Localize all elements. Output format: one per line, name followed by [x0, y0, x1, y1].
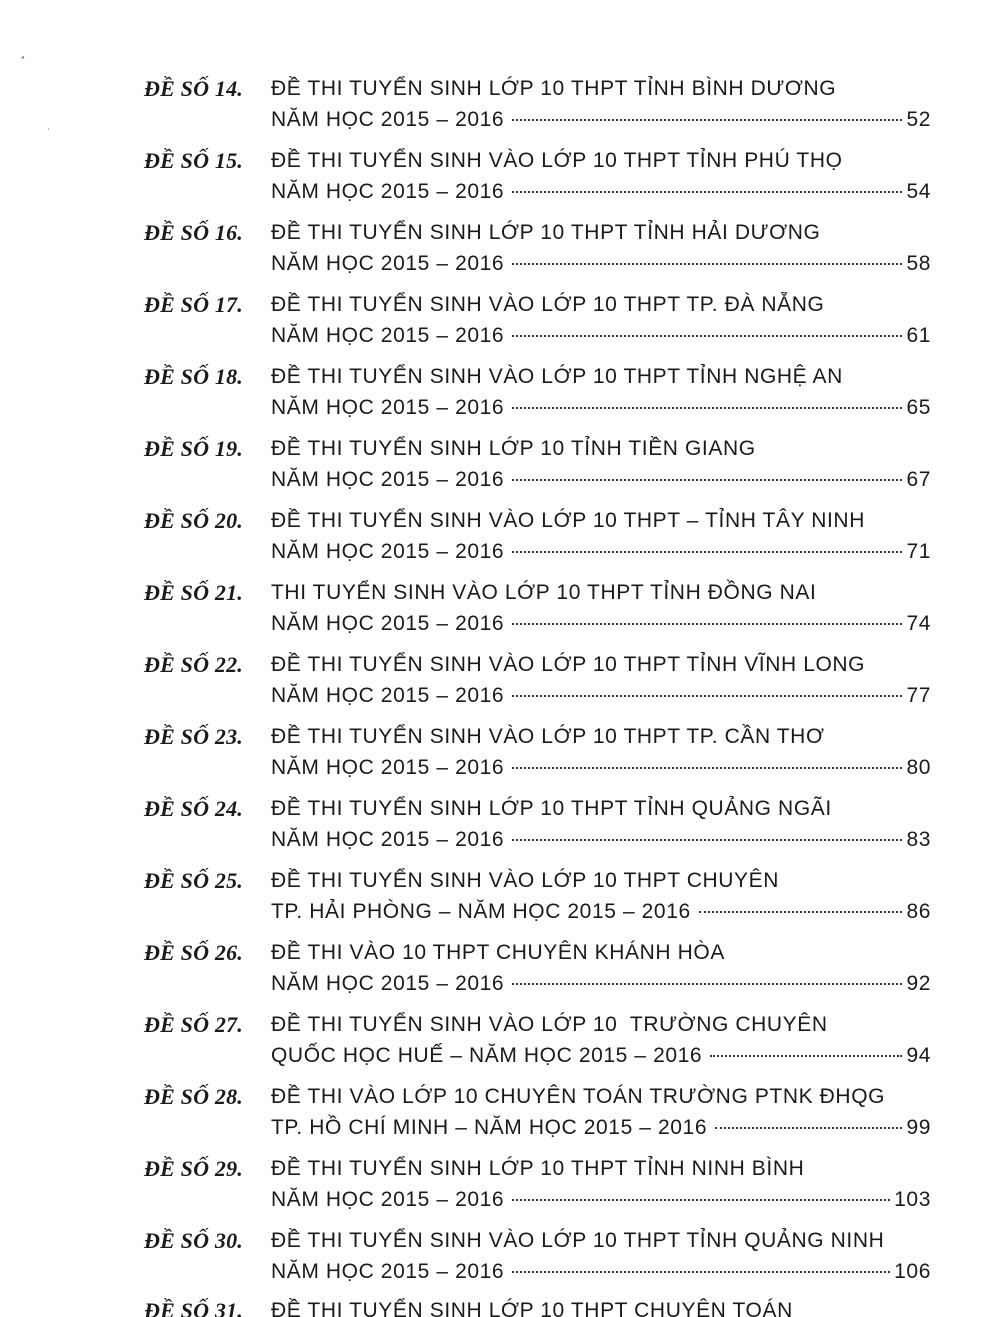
dot-leader [512, 263, 902, 265]
dot-leader [512, 695, 902, 697]
entry-number: ĐỀ SỐ 26. [144, 940, 243, 965]
entry-number: ĐỀ SỐ 31. [144, 1298, 243, 1317]
entry-subtitle-row [271, 897, 931, 927]
page-number: 92 [906, 972, 931, 995]
entry-title: ĐỀ THI TUYỂN SINH VÀO LỚP 10 THPT TP. ĐÀ NẴNG [271, 293, 825, 316]
entry-subtitle: NĂM HỌC 2015 – 2016 [271, 828, 505, 851]
entry-subtitle-row [271, 825, 931, 855]
toc-entry[interactable] [0, 1082, 1000, 1154]
entry-number: ĐỀ SỐ 29. [144, 1156, 243, 1181]
entry-number: ĐỀ SỐ 20. [144, 508, 243, 533]
dot-leader [512, 191, 902, 193]
page-number: 83 [906, 828, 931, 851]
entry-subtitle-row [271, 321, 931, 351]
entry-number: ĐỀ SỐ 21. [144, 580, 243, 605]
entry-subtitle-row [271, 1113, 931, 1143]
toc-entry[interactable] [0, 650, 1000, 722]
entry-number: ĐỀ SỐ 25. [144, 868, 243, 893]
entry-subtitle-row [271, 105, 931, 135]
toc-entry[interactable] [0, 1010, 1000, 1082]
entry-subtitle-row [271, 609, 931, 639]
entry-subtitle-row [271, 249, 931, 279]
dot-leader [512, 839, 902, 841]
entry-subtitle: NĂM HỌC 2015 – 2016 [271, 1260, 505, 1283]
entry-title: ĐỀ THI TUYỂN SINH LỚP 10 THPT TỈNH HẢI DƯƠNG [271, 221, 821, 244]
entry-subtitle: NĂM HỌC 2015 – 2016 [271, 324, 505, 347]
page-number: 80 [906, 756, 931, 779]
entry-title: ĐỀ THI TUYỂN SINH VÀO LỚP 10 THPT TỈNH PHÚ THỌ [271, 149, 843, 172]
scan-speck [21, 56, 24, 60]
page-number: 71 [906, 540, 931, 563]
page-number: 77 [906, 684, 931, 707]
toc-entry[interactable] [0, 434, 1000, 506]
entry-subtitle-row [271, 969, 931, 999]
entry-title: THI TUYỂN SINH VÀO LỚP 10 THPT TỈNH ĐỒNG NAI [271, 581, 817, 604]
toc-entry[interactable] [0, 506, 1000, 578]
dot-leader [715, 1127, 902, 1129]
entry-title: ĐỀ THI VÀO 10 THPT CHUYÊN KHÁNH HÒA [271, 941, 725, 964]
entry-number: ĐỀ SỐ 23. [144, 724, 243, 749]
toc-entry[interactable] [0, 1154, 1000, 1226]
entry-title: ĐỀ THI TUYỂN SINH VÀO LỚP 10 THPT CHUYÊN [271, 869, 780, 892]
entry-title: ĐỀ THI VÀO LỚP 10 CHUYÊN TOÁN TRƯỜNG PTNK ĐHQG [271, 1085, 886, 1108]
entry-title: ĐỀ THI TUYỂN SINH LỚP 10 THPT TỈNH QUẢNG NGÃI [271, 797, 832, 820]
entry-subtitle: NĂM HỌC 2015 – 2016 [271, 396, 505, 419]
entry-title: ĐỀ THI TUYỂN SINH VÀO LỚP 10 TRƯỜNG CHUYÊN [271, 1013, 828, 1036]
entry-title: ĐỀ THI TUYỂN SINH VÀO LỚP 10 THPT TỈNH QUẢNG NINH [271, 1229, 885, 1252]
dot-leader [512, 1199, 890, 1201]
entry-number: ĐỀ SỐ 15. [144, 148, 243, 173]
page-number: 99 [906, 1116, 931, 1139]
entry-subtitle-row [271, 465, 931, 495]
entry-subtitle: NĂM HỌC 2015 – 2016 [271, 180, 505, 203]
dot-leader [512, 1271, 890, 1273]
page-number: 94 [906, 1044, 931, 1067]
toc-entry[interactable] [0, 938, 1000, 1010]
toc-entry[interactable] [0, 1226, 1000, 1298]
toc-entry[interactable] [0, 578, 1000, 650]
page-number: 54 [906, 180, 931, 203]
entry-number: ĐỀ SỐ 16. [144, 220, 243, 245]
page-number: 106 [894, 1260, 931, 1283]
entry-number: ĐỀ SỐ 18. [144, 364, 243, 389]
entry-number: ĐỀ SỐ 14. [144, 76, 243, 101]
entry-subtitle: NĂM HỌC 2015 – 2016 [271, 612, 505, 635]
entry-subtitle: NĂM HỌC 2015 – 2016 [271, 1188, 505, 1211]
entry-number: ĐỀ SỐ 28. [144, 1084, 243, 1109]
entry-subtitle-row [271, 393, 931, 423]
entry-subtitle-row [271, 1257, 931, 1287]
entry-number: ĐỀ SỐ 19. [144, 436, 243, 461]
dot-leader [512, 767, 902, 769]
page-number: 58 [906, 252, 931, 275]
dot-leader [512, 335, 902, 337]
entry-subtitle-row [271, 753, 931, 783]
entry-subtitle: QUỐC HỌC HUẾ – NĂM HỌC 2015 – 2016 [271, 1044, 703, 1067]
dot-leader [512, 479, 902, 481]
toc-entry-partial[interactable] [0, 1296, 1000, 1317]
page-number: 65 [906, 396, 931, 419]
entry-subtitle: TP. HỒ CHÍ MINH – NĂM HỌC 2015 – 2016 [271, 1116, 708, 1139]
page-number: 61 [906, 324, 931, 347]
dot-leader [512, 983, 902, 985]
entry-title: ĐỀ THI TUYỂN SINH LỚP 10 THPT TỈNH BÌNH DƯƠNG [271, 77, 837, 100]
dot-leader [710, 1055, 902, 1057]
entry-subtitle-row [271, 537, 931, 567]
page-number: 86 [906, 900, 931, 923]
toc-entry[interactable] [0, 218, 1000, 290]
entry-title: ĐỀ THI TUYỂN SINH VÀO LỚP 10 THPT – TỈNH TÂY NINH [271, 509, 865, 532]
dot-leader [512, 551, 902, 553]
entry-subtitle-row [271, 681, 931, 711]
page-number: 103 [894, 1188, 931, 1211]
entry-subtitle: NĂM HỌC 2015 – 2016 [271, 540, 505, 563]
dot-leader [512, 119, 902, 121]
page-number: 67 [906, 468, 931, 491]
entry-title: ĐỀ THI TUYỂN SINH VÀO LỚP 10 THPT TP. CẦN THƠ [271, 725, 825, 748]
page-number: 74 [906, 612, 931, 635]
entry-subtitle: TP. HẢI PHÒNG – NĂM HỌC 2015 – 2016 [271, 900, 691, 923]
entry-subtitle: NĂM HỌC 2015 – 2016 [271, 468, 505, 491]
dot-leader [699, 911, 903, 913]
toc-entry[interactable] [0, 74, 1000, 146]
entry-title: ĐỀ THI TUYỂN SINH LỚP 10 THPT CHUYÊN TOÁN [271, 1299, 793, 1317]
entry-number: ĐỀ SỐ 27. [144, 1012, 243, 1037]
toc-entry[interactable] [0, 362, 1000, 434]
entry-subtitle-row [271, 1041, 931, 1071]
entry-subtitle-row [271, 177, 931, 207]
entry-subtitle: NĂM HỌC 2015 – 2016 [271, 756, 505, 779]
entry-title: ĐỀ THI TUYỂN SINH VÀO LỚP 10 THPT TỈNH VĨNH LONG [271, 653, 866, 676]
entry-number: ĐỀ SỐ 30. [144, 1228, 243, 1253]
dot-leader [512, 407, 902, 409]
entry-subtitle: NĂM HỌC 2015 – 2016 [271, 684, 505, 707]
dot-leader [512, 623, 902, 625]
toc-entry[interactable] [0, 290, 1000, 362]
entry-subtitle-row [271, 1185, 931, 1215]
toc-entry[interactable] [0, 146, 1000, 218]
entry-number: ĐỀ SỐ 22. [144, 652, 243, 677]
toc-entry[interactable] [0, 794, 1000, 866]
toc-entry[interactable] [0, 722, 1000, 794]
entry-title: ĐỀ THI TUYỂN SINH VÀO LỚP 10 THPT TỈNH NGHỆ AN [271, 365, 843, 388]
entry-title: ĐỀ THI TUYỂN SINH LỚP 10 TỈNH TIỀN GIANG [271, 437, 756, 460]
entry-subtitle: NĂM HỌC 2015 – 2016 [271, 108, 505, 131]
entry-number: ĐỀ SỐ 17. [144, 292, 243, 317]
entry-number: ĐỀ SỐ 24. [144, 796, 243, 821]
toc-entry[interactable] [0, 866, 1000, 938]
entry-subtitle: NĂM HỌC 2015 – 2016 [271, 252, 505, 275]
entry-title: ĐỀ THI TUYỂN SINH LỚP 10 THPT TỈNH NINH BÌNH [271, 1157, 805, 1180]
page-number: 52 [906, 108, 931, 131]
entry-subtitle: NĂM HỌC 2015 – 2016 [271, 972, 505, 995]
